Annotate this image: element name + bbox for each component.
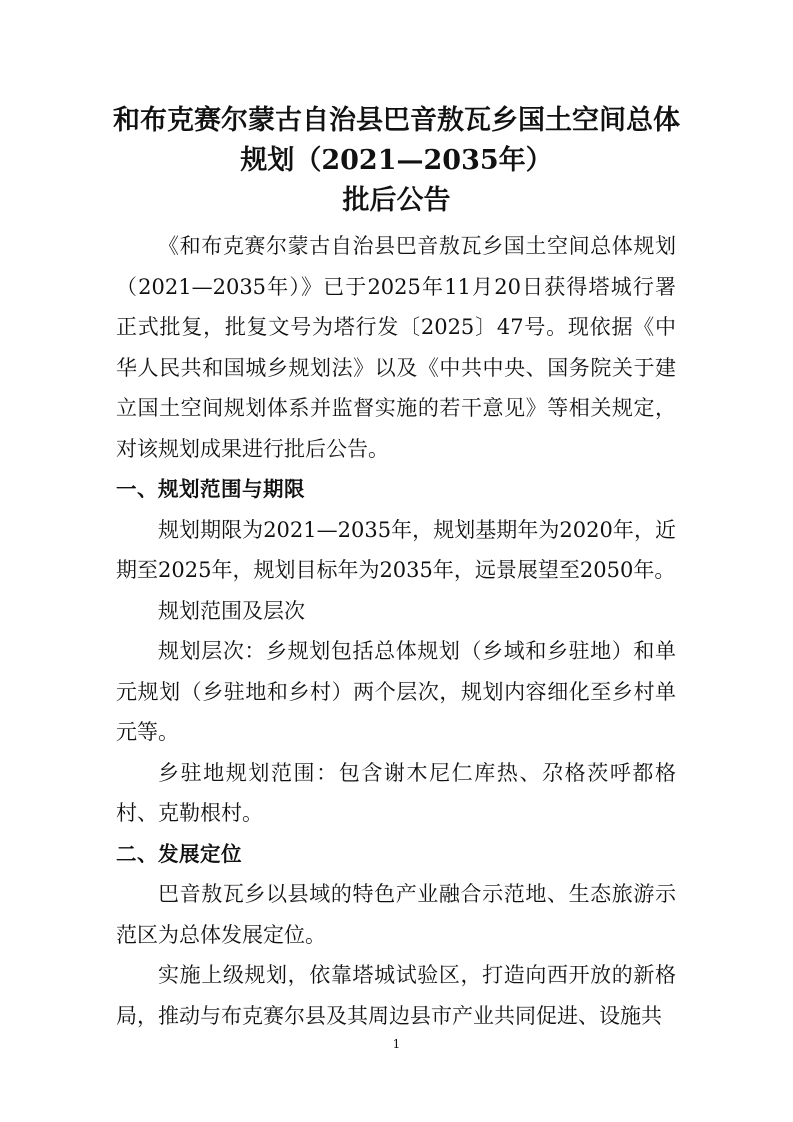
paragraph-positioning: 巴音敖瓦乡以县域的特色产业融合示范地、生态旅游示范区为总体发展定位。 bbox=[116, 882, 676, 947]
document-title-line-3: 批后公告 bbox=[342, 185, 451, 216]
paragraph-seat-scope: 乡驻地规划范围：包含谢木尼仁库热、尕格茨呼都格村、克勒根村。 bbox=[116, 760, 676, 825]
document-body bbox=[116, 226, 676, 1036]
section-heading-scope: 一、规划范围与期限 bbox=[116, 477, 305, 501]
section-heading-positioning: 二、发展定位 bbox=[116, 841, 242, 866]
page-number: 1 bbox=[392, 1037, 401, 1051]
paragraph-intro: 《和布克赛尔蒙古自治县巴音敖瓦乡国土空间总体规划（2021—2035年）》已于2025年11月20日获得塔城行署正式批复，批复文号为塔行发〔2025〕47号。现依据《中华人民共和国城乡规划法》以及《中共中央、国务院关于建立国土空间规划体系并监督实施的若干意见》等相关规定，对该规划成果进行批后公告。 bbox=[116, 234, 676, 461]
document-title-line-1: 和布克赛尔蒙古自治县巴音敖瓦乡国土空间总体 bbox=[113, 105, 680, 136]
document-title-line-2: 规划（2021—2035年） bbox=[240, 145, 553, 176]
paragraph-levels: 规划层次：乡规划包括总体规划（乡域和乡驻地）和单元规划（乡驻地和乡村）两个层次，规划内容细化至乡村单元等。 bbox=[116, 639, 676, 744]
paragraph-implementation: 实施上级规划，依靠塔城试验区，打造向西开放的新格局，推动与布克赛尔县及其周边县市产业共同促进、设施共 bbox=[116, 963, 676, 1028]
paragraph-scope-title: 规划范围及层次 bbox=[158, 598, 305, 623]
paragraph-period: 规划期限为2021—2035年，规划基期年为2020年，近期至2025年，规划目标年为2035年，远景展望至2050年。 bbox=[116, 517, 676, 582]
